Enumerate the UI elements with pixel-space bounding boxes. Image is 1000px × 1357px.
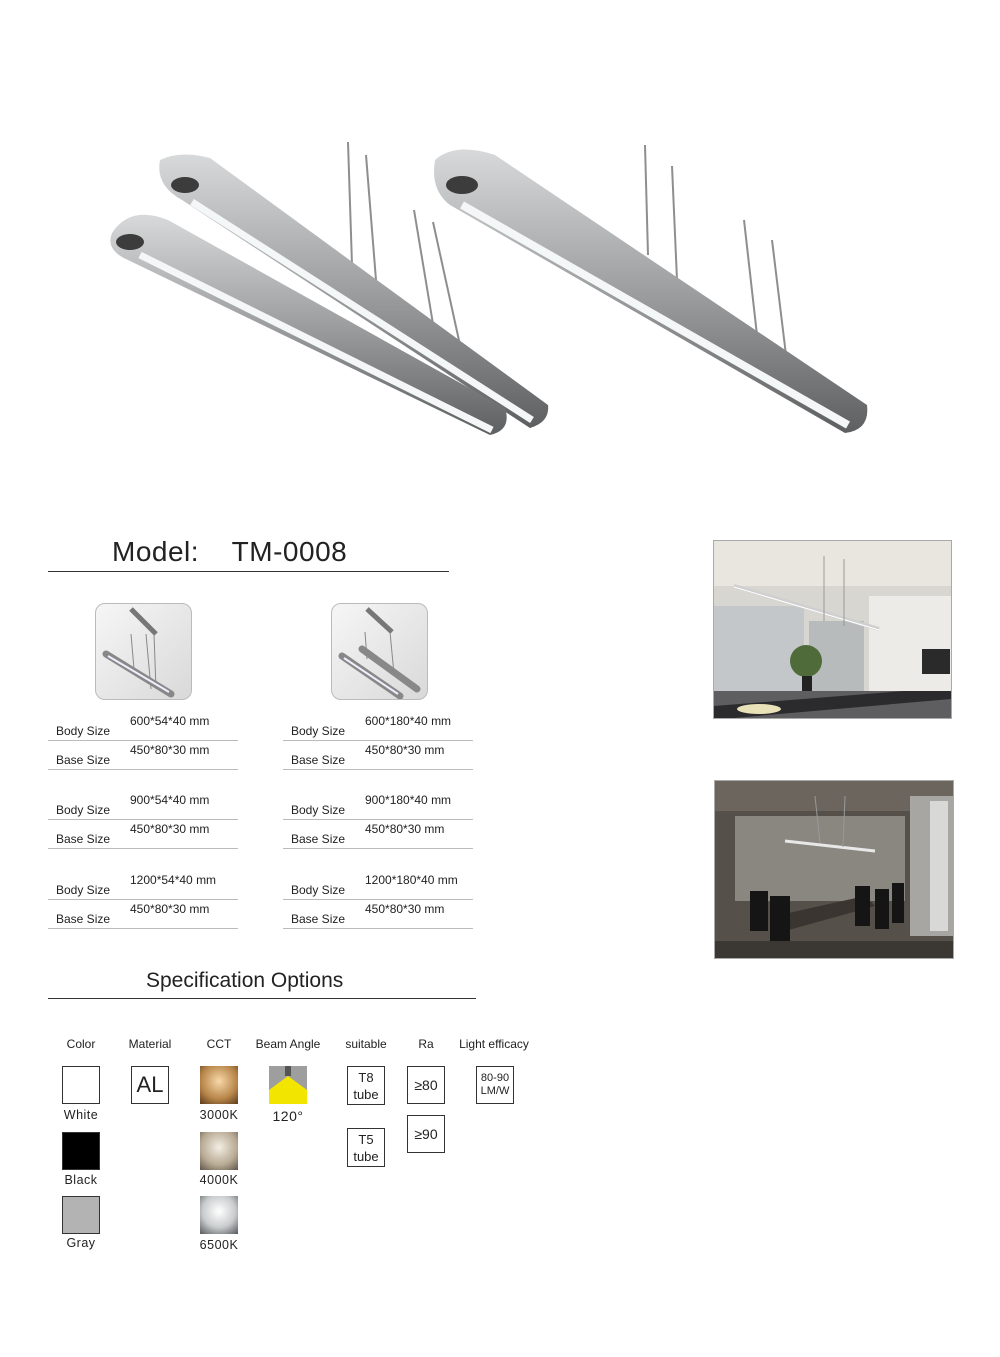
size-row-body: [283, 712, 473, 741]
size-value: 450*80*30 mm: [130, 902, 210, 916]
color-label-black: Black: [64, 1173, 98, 1187]
size-label: Base Size: [56, 753, 111, 767]
single-lamp-thumbnail: [95, 603, 192, 700]
material-box: [131, 1066, 169, 1104]
ra-80-value: ≥80: [414, 1077, 438, 1093]
header-beam-angle: Beam Angle: [255, 1037, 321, 1051]
size-label: Body Size: [56, 883, 111, 897]
model-divider: [48, 571, 449, 572]
hero-lamps-image: [100, 130, 880, 450]
header-suitable: suitable: [345, 1037, 387, 1051]
model-label: Model:: [112, 536, 200, 567]
ra-90-box: [407, 1115, 445, 1153]
spec-title: Specification Options: [146, 969, 344, 992]
size-row-base: [48, 741, 238, 770]
size-row-base: [48, 900, 238, 929]
ra-90-value: ≥90: [414, 1126, 438, 1142]
header-light-efficacy: Light efficacy: [459, 1037, 529, 1051]
beam-angle-icon: [269, 1066, 307, 1104]
size-value: 900*54*40 mm: [130, 793, 210, 807]
color-swatch-black: [62, 1132, 100, 1170]
color-swatch-gray: [62, 1196, 100, 1234]
meeting-room-photo: [714, 780, 954, 959]
office-photo: [713, 540, 952, 719]
efficacy-line1: 80-90: [480, 1072, 510, 1084]
size-label: Body Size: [56, 803, 111, 817]
model-heading: [112, 536, 347, 568]
material-value: AL: [136, 1072, 164, 1097]
size-value: 1200*54*40 mm: [130, 873, 217, 887]
header-material: Material: [128, 1037, 172, 1051]
size-row-base: [283, 741, 473, 770]
size-label: Base Size: [56, 912, 111, 926]
cct-swatch-6500k: [200, 1196, 238, 1234]
size-row-base: [48, 820, 238, 849]
size-row-body: [48, 712, 238, 741]
color-label-white: White: [63, 1108, 99, 1122]
cct-swatch-3000k: [200, 1066, 238, 1104]
suitable-t8-line2: tube: [353, 1087, 379, 1102]
size-row-base: [283, 900, 473, 929]
cct-label-3000k: 3000K: [199, 1108, 239, 1122]
size-row-body: [48, 871, 238, 900]
size-row-body: [283, 871, 473, 900]
suitable-t8-tube: [347, 1066, 385, 1105]
suitable-t5-tube: [347, 1128, 385, 1167]
size-value: 900*180*40 mm: [365, 793, 452, 807]
double-lamp-thumbnail: [331, 603, 428, 700]
suitable-t5-line1: T5: [358, 1132, 374, 1147]
color-swatch-white: [62, 1066, 100, 1104]
size-label: Base Size: [291, 832, 346, 846]
header-cct: CCT: [206, 1037, 232, 1051]
header-color: Color: [66, 1037, 96, 1051]
cct-label-6500k: 6500K: [199, 1238, 239, 1252]
size-row-base: [283, 820, 473, 849]
header-ra: Ra: [418, 1037, 434, 1051]
size-label: Body Size: [291, 803, 346, 817]
cct-swatch-4000k: [200, 1132, 238, 1170]
size-value: 1200*180*40 mm: [365, 873, 458, 887]
beam-angle-label: 120°: [272, 1108, 304, 1124]
size-row-body: [283, 791, 473, 820]
cct-label-4000k: 4000K: [199, 1173, 239, 1187]
model-code: TM-0008: [231, 536, 348, 567]
size-label: Base Size: [291, 912, 346, 926]
size-row-body: [48, 791, 238, 820]
size-value: 450*80*30 mm: [130, 822, 210, 836]
size-value: 450*80*30 mm: [365, 902, 445, 916]
size-value: 450*80*30 mm: [365, 822, 445, 836]
spec-divider: [48, 998, 476, 999]
size-label: Base Size: [56, 832, 111, 846]
color-label-gray: Gray: [66, 1236, 96, 1250]
size-label: Body Size: [291, 724, 346, 738]
size-label: Base Size: [291, 753, 346, 767]
ra-80-box: [407, 1066, 445, 1104]
size-label: Body Size: [291, 883, 346, 897]
efficacy-line2: LM/W: [480, 1085, 510, 1097]
suitable-t8-line1: T8: [358, 1070, 374, 1085]
size-value: 600*54*40 mm: [130, 714, 210, 728]
size-label: Body Size: [56, 724, 111, 738]
light-efficacy-box: [476, 1066, 514, 1104]
size-value: 450*80*30 mm: [130, 743, 210, 757]
size-value: 450*80*30 mm: [365, 743, 445, 757]
size-value: 600*180*40 mm: [365, 714, 452, 728]
suitable-t5-line2: tube: [353, 1149, 379, 1164]
